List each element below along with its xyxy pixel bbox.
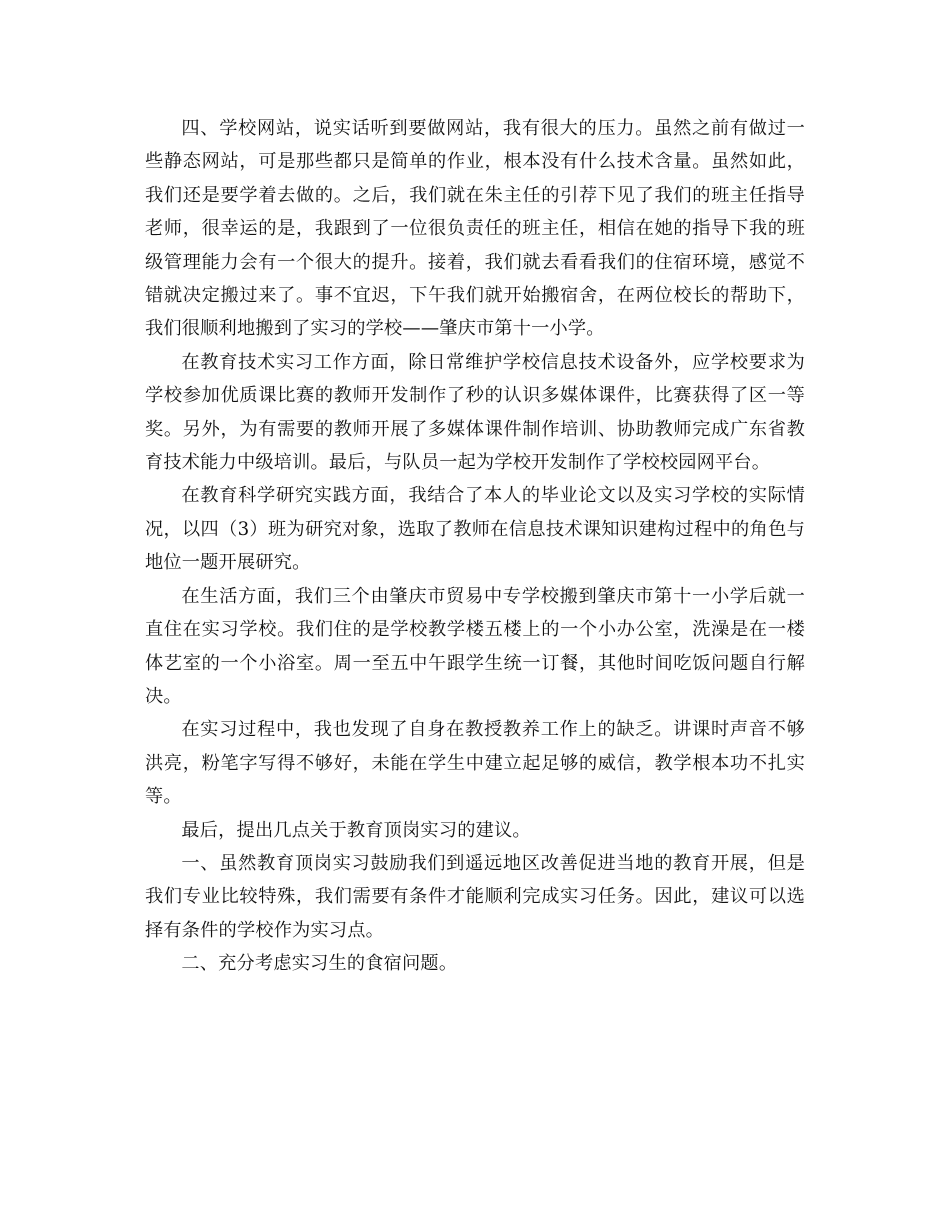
- paragraph-education-technology: 在教育技术实习工作方面，除日常维护学校信息技术设备外，应学校要求为学校参加优质课比赛的教师开发制作了秒的认识多媒体课件，比赛获得了区一等奖。另外，为有需要的教师开展了多媒体课件制作培训、协助教师完成广东省教育技术能力中级培训。最后，与队员一起为学校开发制作了学校校园网平台。: [145, 351, 805, 474]
- paragraph-self-reflection: 在实习过程中，我也发现了自身在教授教养工作上的缺乏。讲课时声音不够洪亮，粉笔字写得不够好，未能在学生中建立起足够的威信，教学根本功不扎实等。: [145, 719, 805, 808]
- document-body: [145, 112, 805, 981]
- paragraph-suggestion-one: 一、虽然教育顶岗实习鼓励我们到遥远地区改善促进当地的教育开展，但是我们专业比较特殊，我们需要有条件才能顺利完成实习任务。因此，建议可以选择有条件的学校作为实习点。: [145, 852, 805, 941]
- paragraph-suggestions-intro: 最后，提出几点关于教育顶岗实习的建议。: [181, 819, 531, 841]
- paragraph-living-arrangements: 在生活方面，我们三个由肇庆市贸易中专学校搬到肇庆市第十一小学后就一直住在实习学校。我们住的是学校教学楼五楼上的一个小办公室，洗澡是在一楼体艺室的一个小浴室。周一至五中午跟学生统一订餐，其他时间吃饭问题自行解决。: [145, 585, 805, 707]
- paragraph-suggestion-two: 二、充分考虑实习生的食宿问题。: [181, 953, 458, 975]
- paragraph-school-website: 四、学校网站，说实话听到要做网站，我有很大的压力。虽然之前有做过一些静态网站，可是那些都只是简单的作业，根本没有什么技术含量。虽然如此，我们还是要学着去做的。之后，我们就在朱主任的引荐下见了我们的班主任指导老师，很幸运的是，我跟到了一位很负责任的班主任，相信在她的指导下我的班级管理能力会有一个很大的提升。接着，我们就去看看我们的住宿环境，感觉不错就决定搬过来了。事不宜迟，下午我们就开始搬宿舍，在两位校长的帮助下，我们很顺利地搬到了实习的学校——肇庆市第十一小学。: [145, 118, 805, 340]
- paragraph-research-practice: 在教育科学研究实践方面，我结合了本人的毕业论文以及实习学校的实际情况，以四（3）班为研究对象，选取了教师在信息技术课知识建构过程中的角色与地位一题开展研究。: [145, 485, 805, 574]
